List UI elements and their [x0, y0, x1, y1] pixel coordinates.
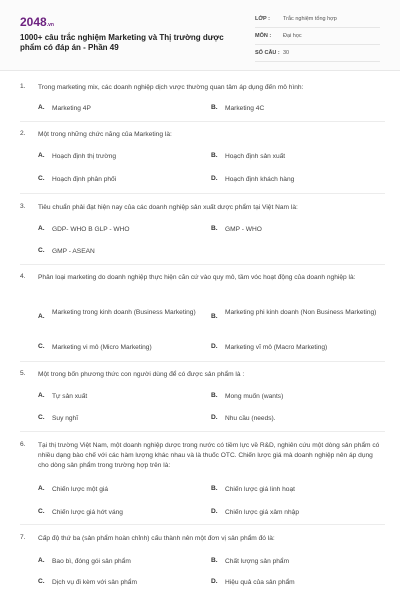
- option-text: Tự sản xuất: [52, 393, 88, 400]
- option-text: Nhu cầu (needs).: [225, 415, 276, 422]
- option-text: Marketing trong kinh doanh (Business Marketing): [52, 309, 196, 316]
- meta-label: MÔN :: [255, 33, 272, 39]
- question-3: [20, 203, 385, 263]
- divider: [20, 361, 385, 362]
- option-text: Hoạch định sản xuất: [225, 153, 286, 160]
- option-text: Hoạch định thị trường: [52, 153, 117, 160]
- divider: [20, 193, 385, 194]
- meta-info: [255, 13, 380, 64]
- logo-main: 2048: [20, 15, 47, 29]
- option-text: Hoạch định phân phối: [52, 176, 117, 183]
- option-text: Chất lượng sản phẩm: [225, 558, 290, 565]
- meta-value: 30: [283, 50, 290, 56]
- option-text: Hoạch định khách hàng: [225, 176, 295, 183]
- meta-row-class: [255, 13, 380, 28]
- option-letter: D.: [211, 414, 218, 421]
- option-letter: A.: [38, 485, 45, 492]
- option-text: Hiệu quả của sản phẩm: [225, 579, 295, 586]
- question-4: [20, 273, 385, 358]
- option-letter: A.: [38, 392, 45, 399]
- page-title: 1000+ câu trắc nghiệm Marketing và Thị trường dược phẩm có đáp án - Phần 49: [20, 33, 224, 52]
- question-number: 1.: [20, 83, 26, 90]
- option-text: GMP - ASEAN: [52, 248, 95, 255]
- question-text: Một trong bốn phương thức con người dùng để có được sản phẩm là :: [38, 371, 245, 378]
- divider: [20, 121, 385, 122]
- option-text: Marketing vi mô (Micro Marketing): [52, 344, 152, 351]
- question-text: Một trong những chức năng của Marketing là:: [38, 131, 172, 138]
- option-letter: A.: [38, 557, 45, 564]
- page-header: [0, 0, 400, 71]
- option-text: Chiến lược giá linh hoạt: [225, 486, 295, 493]
- option-letter: B.: [211, 313, 218, 320]
- divider: [20, 524, 385, 525]
- option-letter: C.: [38, 175, 45, 182]
- question-number: 2.: [20, 130, 26, 137]
- option-text: Mong muốn (wants): [225, 393, 284, 400]
- option-text: Chiến lược một giá: [52, 486, 109, 493]
- question-7: [20, 534, 385, 596]
- option-letter: D.: [211, 508, 218, 515]
- question-text: Phân loại marketing do doanh nghiệp thực hiện căn cứ vào quy mô, tầm vóc hoạt động của doanh nghiệp là:: [38, 274, 356, 281]
- site-logo[interactable]: [20, 15, 54, 29]
- question-1: [20, 83, 385, 123]
- option-letter: D.: [211, 343, 218, 350]
- option-letter: A.: [38, 152, 45, 159]
- option-letter: B.: [211, 225, 218, 232]
- option-text: Chiến lược giá xâm nhập: [225, 509, 299, 516]
- meta-value[interactable]: Trắc nghiệm tổng hợp: [283, 16, 337, 22]
- option-text: Marketing 4C: [225, 105, 265, 112]
- option-text: Marketing vĩ mô (Macro Marketing): [225, 344, 328, 351]
- divider: [20, 431, 385, 432]
- option-letter: C.: [38, 508, 45, 515]
- question-6: [20, 441, 385, 526]
- option-text: Suy nghĩ: [52, 415, 79, 422]
- question-2: [20, 130, 385, 190]
- question-text: Tiêu chuẩn phải đạt hiện nay của các doanh nghiệp sản xuất dược phẩm tại Việt Nam là:: [38, 204, 298, 211]
- option-letter: B.: [211, 485, 218, 492]
- option-letter: B.: [211, 392, 218, 399]
- question-number: 5.: [20, 370, 26, 377]
- option-text: Bao bì, đóng gói sản phẩm: [52, 558, 131, 565]
- option-letter: B.: [211, 557, 218, 564]
- option-letter: A.: [38, 104, 45, 111]
- meta-row-count: [255, 47, 380, 62]
- option-letter: D.: [211, 175, 218, 182]
- option-letter: D.: [211, 578, 218, 585]
- question-text: Trong marketing mix, các doanh nghiệp dịch vược thường quan tâm áp dụng đến mô hình:: [38, 84, 304, 91]
- option-text: GDP- WHO B GLP - WHO: [52, 226, 130, 233]
- option-text: Marketing phi kinh doanh (Non Business Marketing): [225, 309, 377, 316]
- question-5: [20, 370, 385, 430]
- question-number: 3.: [20, 203, 26, 210]
- option-letter: C.: [38, 343, 45, 350]
- question-text: Cấp độ thứ ba (sản phẩm hoàn chỉnh) cấu thành nên một đơn vị sản phẩm đó là:: [38, 535, 275, 542]
- question-number: 6.: [20, 441, 26, 448]
- option-text: Marketing 4P: [52, 105, 91, 112]
- option-text: Chiến lược giá hớt váng: [52, 509, 123, 516]
- option-letter: B.: [211, 152, 218, 159]
- divider: [20, 264, 385, 265]
- option-text: GMP - WHO: [225, 226, 262, 233]
- question-number: 4.: [20, 273, 26, 280]
- option-letter: A.: [38, 225, 45, 232]
- meta-row-subject: [255, 30, 380, 45]
- question-text: Tại thị trường Việt Nam, một doanh nghiệp dược trong nước có tiềm lực về R&D, nghiên cứu một dòng sản phẩm có nhiều dạng bào chế với các hàm lượng khác nhau và là thuốc OTC. Chiến lược giá mà doanh nghiệp nên áp dụng cho dòng sản phẩm trong trường hợp trên là:: [38, 442, 380, 469]
- option-text: Dịch vụ đi kèm với sản phẩm: [52, 579, 137, 586]
- option-letter: B.: [211, 104, 218, 111]
- option-letter: A.: [38, 313, 45, 320]
- option-letter: C.: [38, 247, 45, 254]
- question-number: 7.: [20, 534, 26, 541]
- meta-label: LỚP :: [255, 16, 270, 22]
- meta-value[interactable]: Đại học: [283, 33, 302, 39]
- logo-suffix: .vn: [46, 22, 54, 28]
- option-letter: C.: [38, 414, 45, 421]
- option-letter: C.: [38, 578, 45, 585]
- meta-label: SỐ CÂU :: [255, 50, 280, 56]
